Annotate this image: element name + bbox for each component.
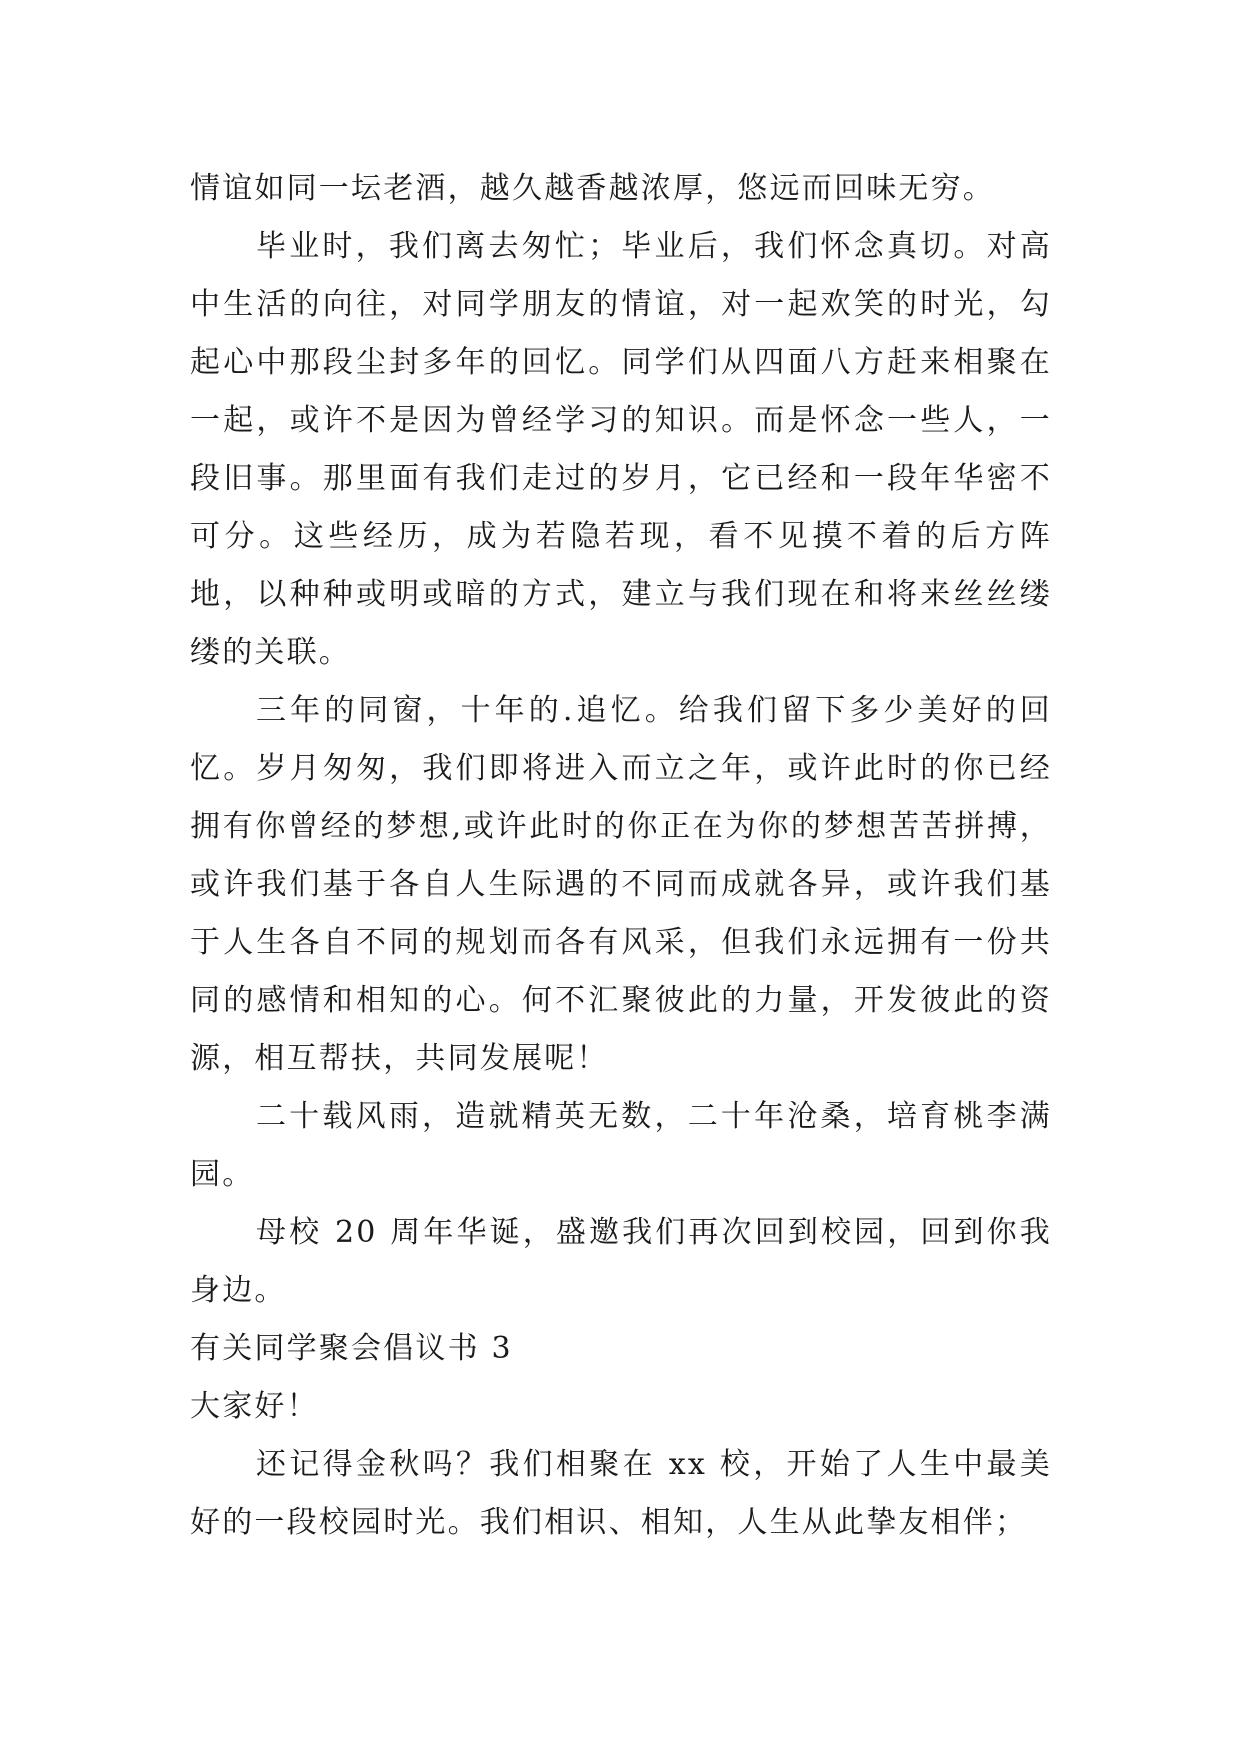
- paragraph-3: 三年的同窗，十年的.追忆。给我们留下多少美好的回忆。岁月匆匆，我们即将进入而立之年，或许此时的你已经拥有你曾经的梦想,或许此时的你正在为你的梦想苦苦拼搏，或许我们基于各自人生际遇的不同而成就各异，或许我们基于人生各自不同的规划而各有风采，但我们永远拥有一份共同的感情和相知的心。何不汇聚彼此的力量，开发彼此的资源，相互帮扶，共同发展呢！: [190, 693, 1052, 1076]
- paragraph-4: 二十载风雨，造就精英无数，二十年沧桑，培育桃李满园。: [190, 1099, 1052, 1192]
- paragraph-1: 情谊如同一坛老酒，越久越香越浓厚，悠远而回味无穷。: [190, 171, 995, 206]
- section-heading: 有关同学聚会倡议书 3: [190, 1331, 513, 1366]
- paragraph-5: 母校 20 周年华诞，盛邀我们再次回到校园，回到你我身边。: [190, 1215, 1052, 1308]
- paragraph-2: 毕业时，我们离去匆忙；毕业后，我们怀念真切。对高中生活的向往，对同学朋友的情谊，对一起欢笑的时光，勾起心中那段尘封多年的回忆。同学们从四面八方赶来相聚在一起，或许不是因为曾经学习的知识。而是怀念一些人，一段旧事。那里面有我们走过的岁月，它已经和一段年华密不可分。这些经历，成为若隐若现，看不见摸不着的后方阵地，以种种或明或暗的方式，建立与我们现在和将来丝丝缕缕的关联。: [190, 229, 1052, 670]
- paragraph-6: 还记得金秋吗？我们相聚在 xx 校，开始了人生中最美好的一段校园时光。我们相识、相知，人生从此挚友相伴；: [190, 1447, 1052, 1540]
- document-body: [190, 160, 1052, 1552]
- greeting: 大家好！: [190, 1389, 319, 1424]
